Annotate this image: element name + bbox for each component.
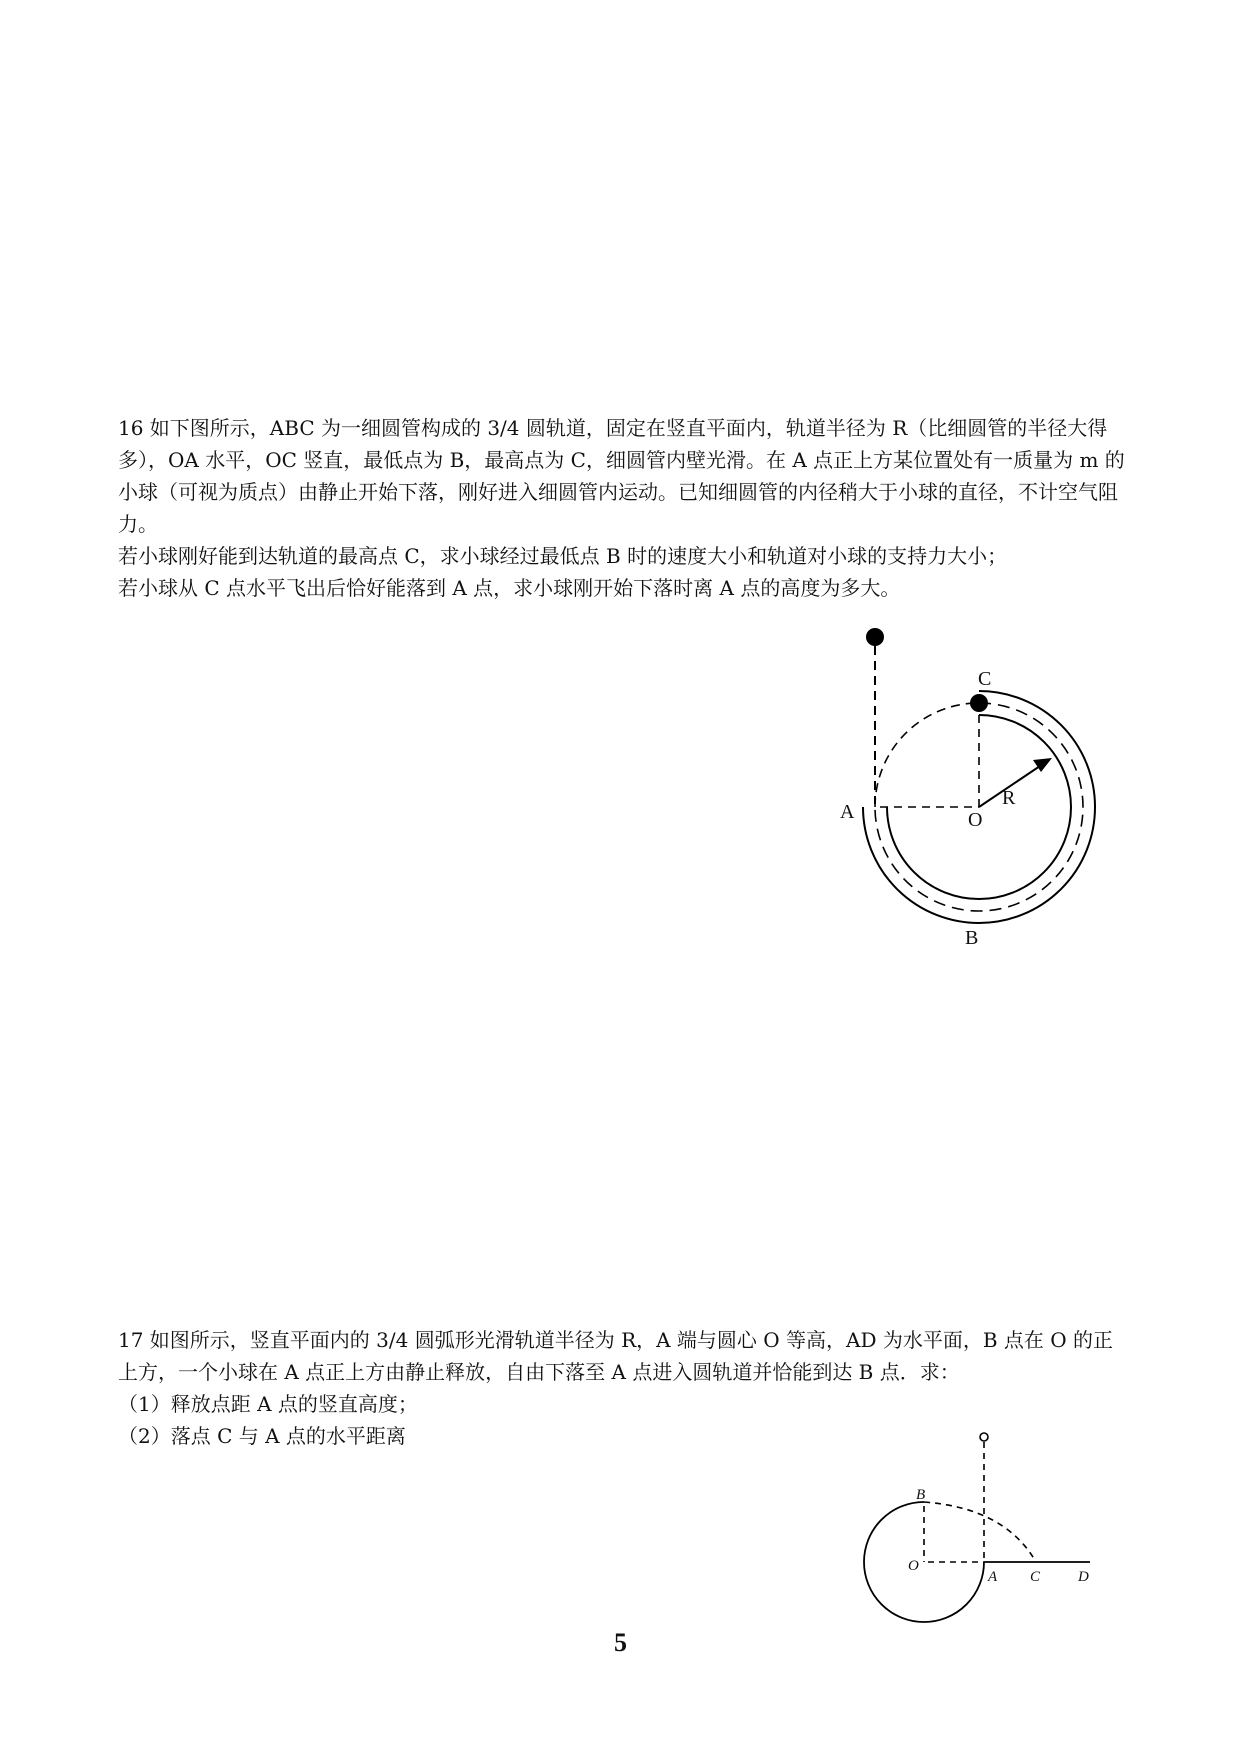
release-point bbox=[980, 1433, 988, 1441]
falling-ball bbox=[866, 628, 884, 646]
label-a: A bbox=[988, 1569, 998, 1585]
label-a: A bbox=[840, 801, 855, 823]
question-17-statement: 17 如图所示，竖直平面内的 3/4 圆弧形光滑轨道半径为 R，A 端与圆心 O 等高，AD 为水平面，B 点在 O 的正上方，一个小球在 A 点正上方由静止释放，自由下落至 A 点进入圆轨道并恰能到达 B 点．求： bbox=[118, 1328, 1114, 1384]
question-16 bbox=[118, 412, 1128, 604]
open-quarter-arc bbox=[875, 703, 979, 807]
circular-track-figure bbox=[830, 612, 1110, 952]
question-16-part-1: 若小球刚好能到达轨道的最高点 C，求小球经过最低点 B 时的速度大小和轨道对小球的支持力大小； bbox=[118, 544, 1008, 568]
question-17-item-1: （1）释放点距 A 点的竖直高度； bbox=[118, 1392, 418, 1416]
question-16-statement: 16 如下图所示，ABC 为一细圆管构成的 3/4 圆轨道，固定在竖直平面内，轨道半径为 R（比细圆管的半径大得多），OA 水平，OC 竖直，最低点为 B，最高点为 C，细圆管内壁光滑。在 A 点正上方某位置处有一质量为 m 的小球（可视为质点）由静止开始下落，刚好进入细圆管内运动。已知细圆管的内径稍大于小球的直径，不计空气阻力。 bbox=[118, 416, 1125, 536]
label-b: B bbox=[965, 927, 979, 949]
projectile-path bbox=[924, 1502, 1036, 1562]
label-o: O bbox=[968, 809, 983, 831]
question-17-item-2: （2）落点 C 与 A 点的水平距离 bbox=[118, 1424, 406, 1448]
ball-at-c bbox=[970, 694, 988, 712]
question-16-diagram bbox=[830, 612, 1110, 952]
label-d: D bbox=[1078, 1569, 1089, 1585]
label-r: R bbox=[1002, 787, 1016, 809]
page-number: 5 bbox=[614, 1628, 627, 1657]
label-o: O bbox=[908, 1558, 919, 1574]
question-16-part-2: 若小球从 C 点水平飞出后恰好能落到 A 点，求小球刚开始下落时离 A 点的高度为多大。 bbox=[118, 576, 901, 600]
label-c: C bbox=[1030, 1569, 1041, 1585]
label-c: C bbox=[978, 668, 992, 690]
label-b: B bbox=[916, 1487, 926, 1503]
arc-track-figure bbox=[840, 1420, 1120, 1630]
question-17-diagram bbox=[840, 1420, 1120, 1630]
